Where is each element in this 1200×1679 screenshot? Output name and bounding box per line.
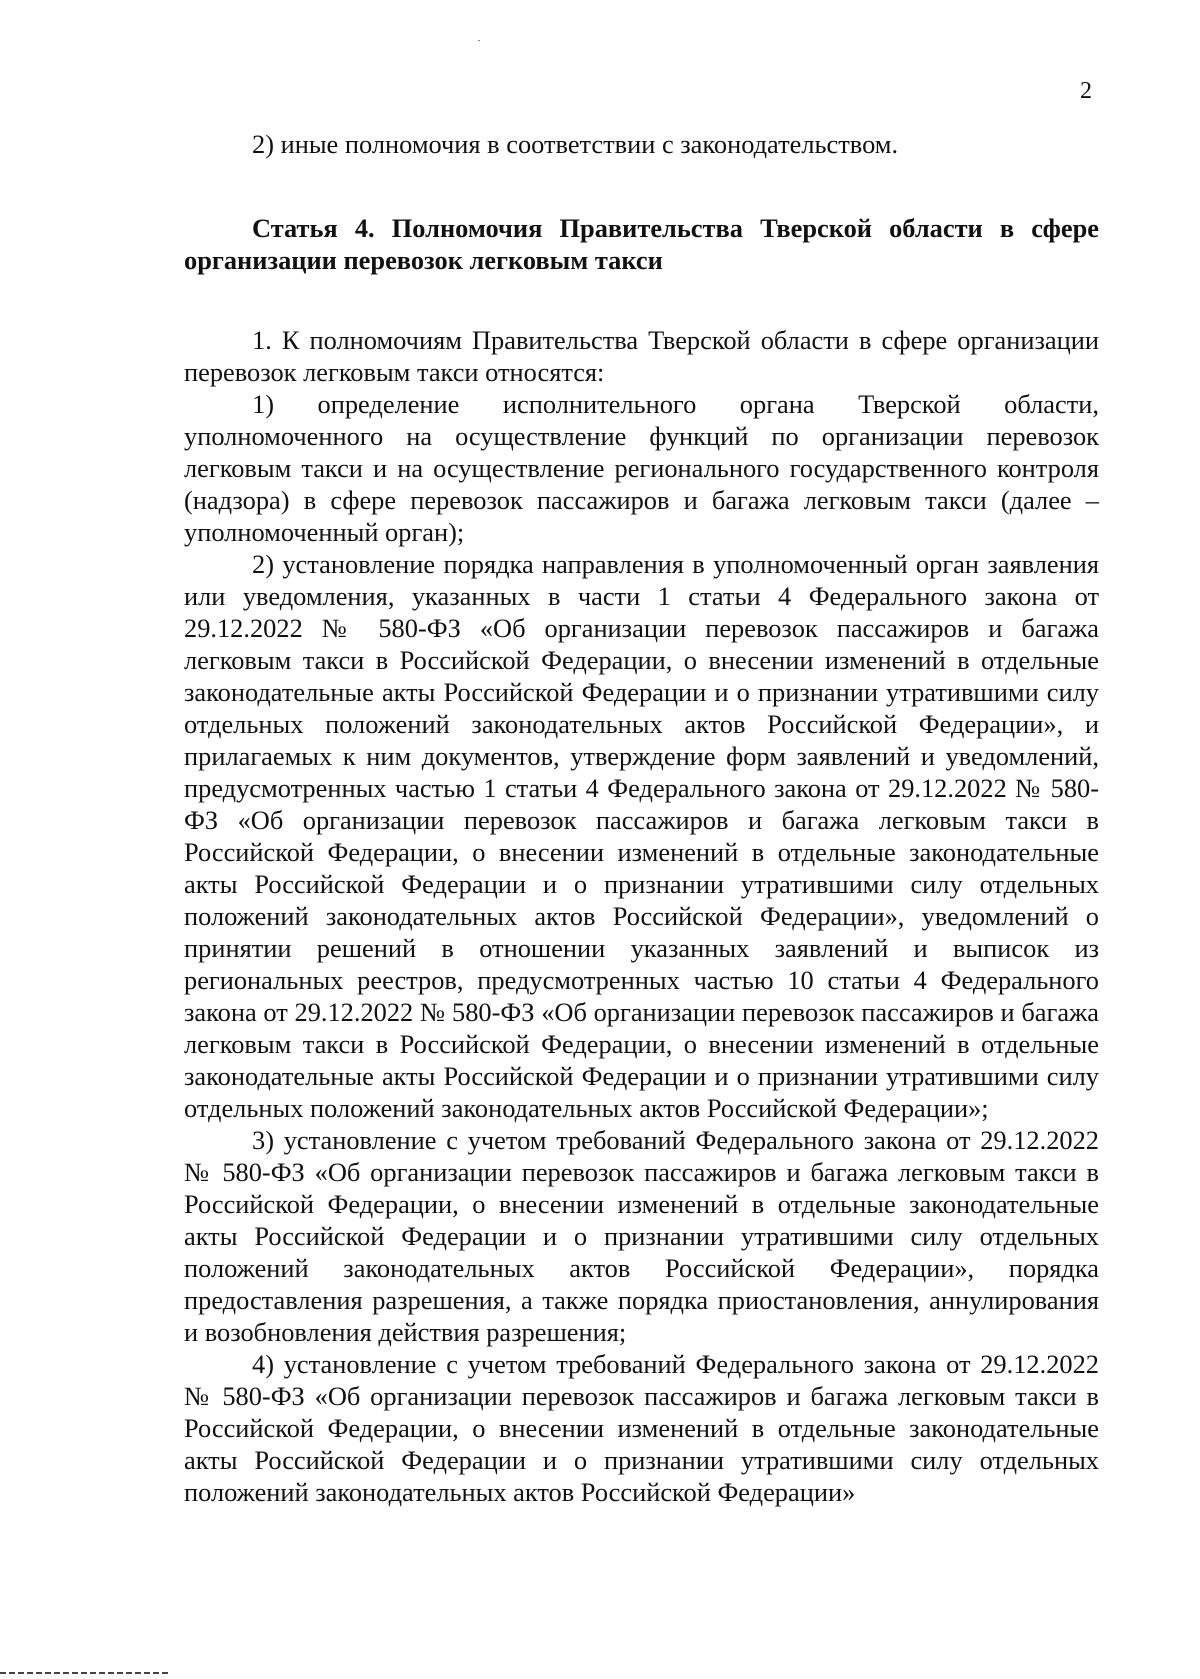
article-paragraph: 3) установление с учетом требований Федерального закона от 29.12.2022 № 580-ФЗ «Об организации перевозок пассажиров и багажа легковым такси в Российской Федерации, о внесении изменений в отдельные законодательные акты Российской Федерации и о признании утратившими силу отдельных положений законодательных актов Российской Федерации», порядка предоставления разрешения, а также порядка приостановления, аннулирования и возобновления действия разрешения;	[184, 1125, 1099, 1347]
document-body	[184, 128, 1099, 1508]
article-title: Статья 4. Полномочия Правительства Тверской области в сфере организации перевозок легковым такси	[184, 213, 1099, 275]
scan-artifact	[478, 40, 480, 41]
scan-edge-artifact	[0, 1672, 170, 1674]
page-number: 2	[1080, 78, 1092, 104]
article-paragraph: 2) установление порядка направления в уполномоченный орган заявления или уведомления, указанных в части 1 статьи 4 Федерального закона от 29.12.2022 № 580-ФЗ «Об организации перевозок пассажиров и багажа легковым такси в Российской Федерации, о внесении изменений в отдельные законодательные акты Российской Федерации и о признании утратившими силу отдельных положений законодательных актов Российской Федерации», и прилагаемых к ним документов, утверждение форм заявлений и уведомлений, предусмотренных частью 1 статьи 4 Федерального закона от 29.12.2022 № 580-ФЗ «Об организации перевозок пассажиров и багажа легковым такси в Российской Федерации, о внесении изменений в отдельные законодательные акты Российской Федерации и о признании утратившими силу отдельных положений законодательных актов Российской Федерации», уведомлений о принятии решений в отношении указанных заявлений и выписок из региональных реестров, предусмотренных частью 10 статьи 4 Федерального закона от 29.12.2022 № 580-ФЗ «Об организации перевозок пассажиров и багажа легковым такси в Российской Федерации, о внесении изменений в отдельные законодательные акты Российской Федерации и о признании утратившими силу отдельных положений законодательных актов Российской Федерации»;	[184, 549, 1099, 1123]
article-paragraph: 1) определение исполнительного органа Тверской области, уполномоченного на осуществление функций по организации перевозок легковым такси и на осуществление регионального государственного контроля (надзора) в сфере перевозок пассажиров и багажа легковым такси (далее – уполномоченный орган);	[184, 389, 1099, 547]
intro-list-item: 2) иные полномочия в соответствии с законодательством.	[252, 129, 899, 159]
article-paragraph: 4) установление с учетом требований Федерального закона от 29.12.2022 № 580-ФЗ «Об организации перевозок пассажиров и багажа легковым такси в Российской Федерации, о внесении изменений в отдельные законодательные акты Российской Федерации и о признании утратившими силу отдельных положений законодательных актов Российской Федерации»	[184, 1349, 1099, 1507]
article-paragraph: 1. К полномочиям Правительства Тверской области в сфере организации перевозок легковым такси относятся:	[184, 325, 1099, 387]
